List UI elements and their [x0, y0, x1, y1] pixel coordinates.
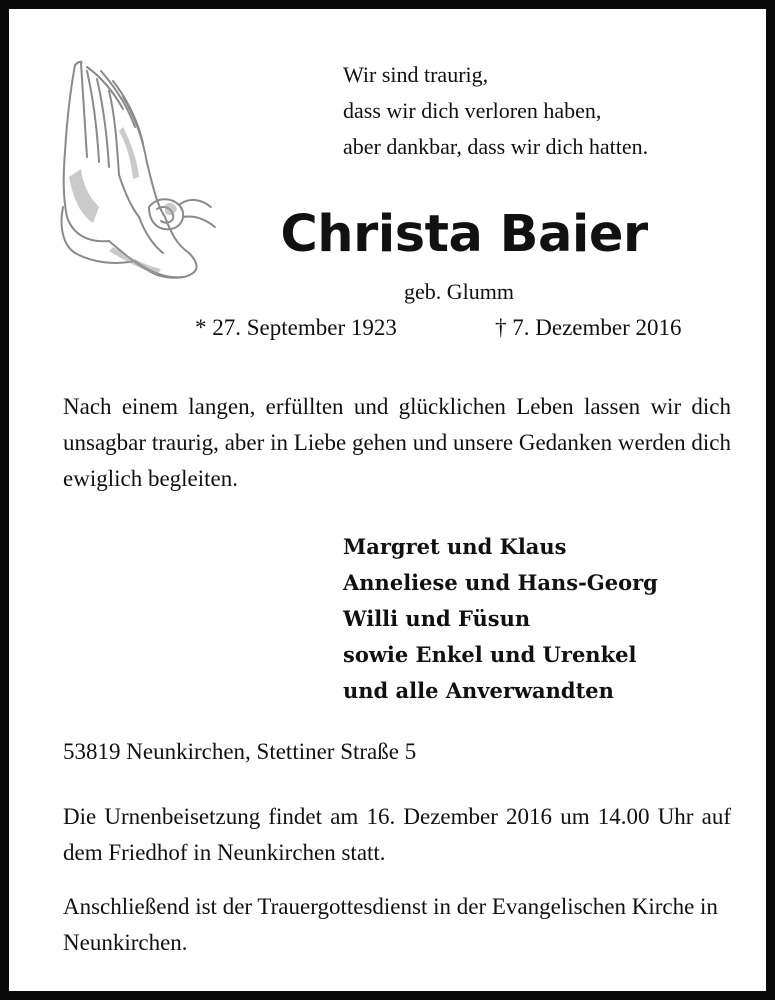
poem-line: Wir sind traurig, [343, 62, 489, 87]
family-member: Anneliese und Hans-Georg [343, 570, 658, 595]
burial-paragraph: Die Urnenbeisetzung findet am 16. Dezember 2016 um 14.00 Uhr auf dem Friedhof in Neunkirchen statt. [63, 804, 731, 865]
birth-date: * 27. September 1923 [195, 315, 397, 340]
death-date: † 7. Dezember 2016 [495, 315, 682, 340]
poem-line: dass wir dich verloren haben, [343, 98, 602, 123]
address: 53819 Neunkirchen, Stettiner Straße 5 [63, 739, 417, 764]
family-member: und alle Anverwandten [343, 678, 614, 703]
intro-paragraph: Nach einem langen, erfüllten und glücklichen Leben lassen wir dich unsagbar traurig, aber in Liebe gehen und unsere Gedanken werden dich ewiglich begleiten. [63, 394, 731, 491]
family-member: Margret und Klaus [343, 534, 567, 559]
praying-hands-icon [53, 57, 218, 282]
service-paragraph: Anschließend ist der Trauergottesdienst in der Evangelischen Kirche in Neunkirchen. [63, 894, 718, 955]
family-list [343, 529, 658, 709]
family-member: Willi und Füsun [343, 606, 531, 631]
family-member: sowie Enkel und Urenkel [343, 642, 637, 667]
poem [343, 57, 648, 165]
maiden-name: geb. Glumm [404, 279, 514, 304]
deceased-name: Christa Baier [280, 205, 648, 264]
poem-line: aber dankbar, dass wir dich hatten. [343, 134, 649, 159]
